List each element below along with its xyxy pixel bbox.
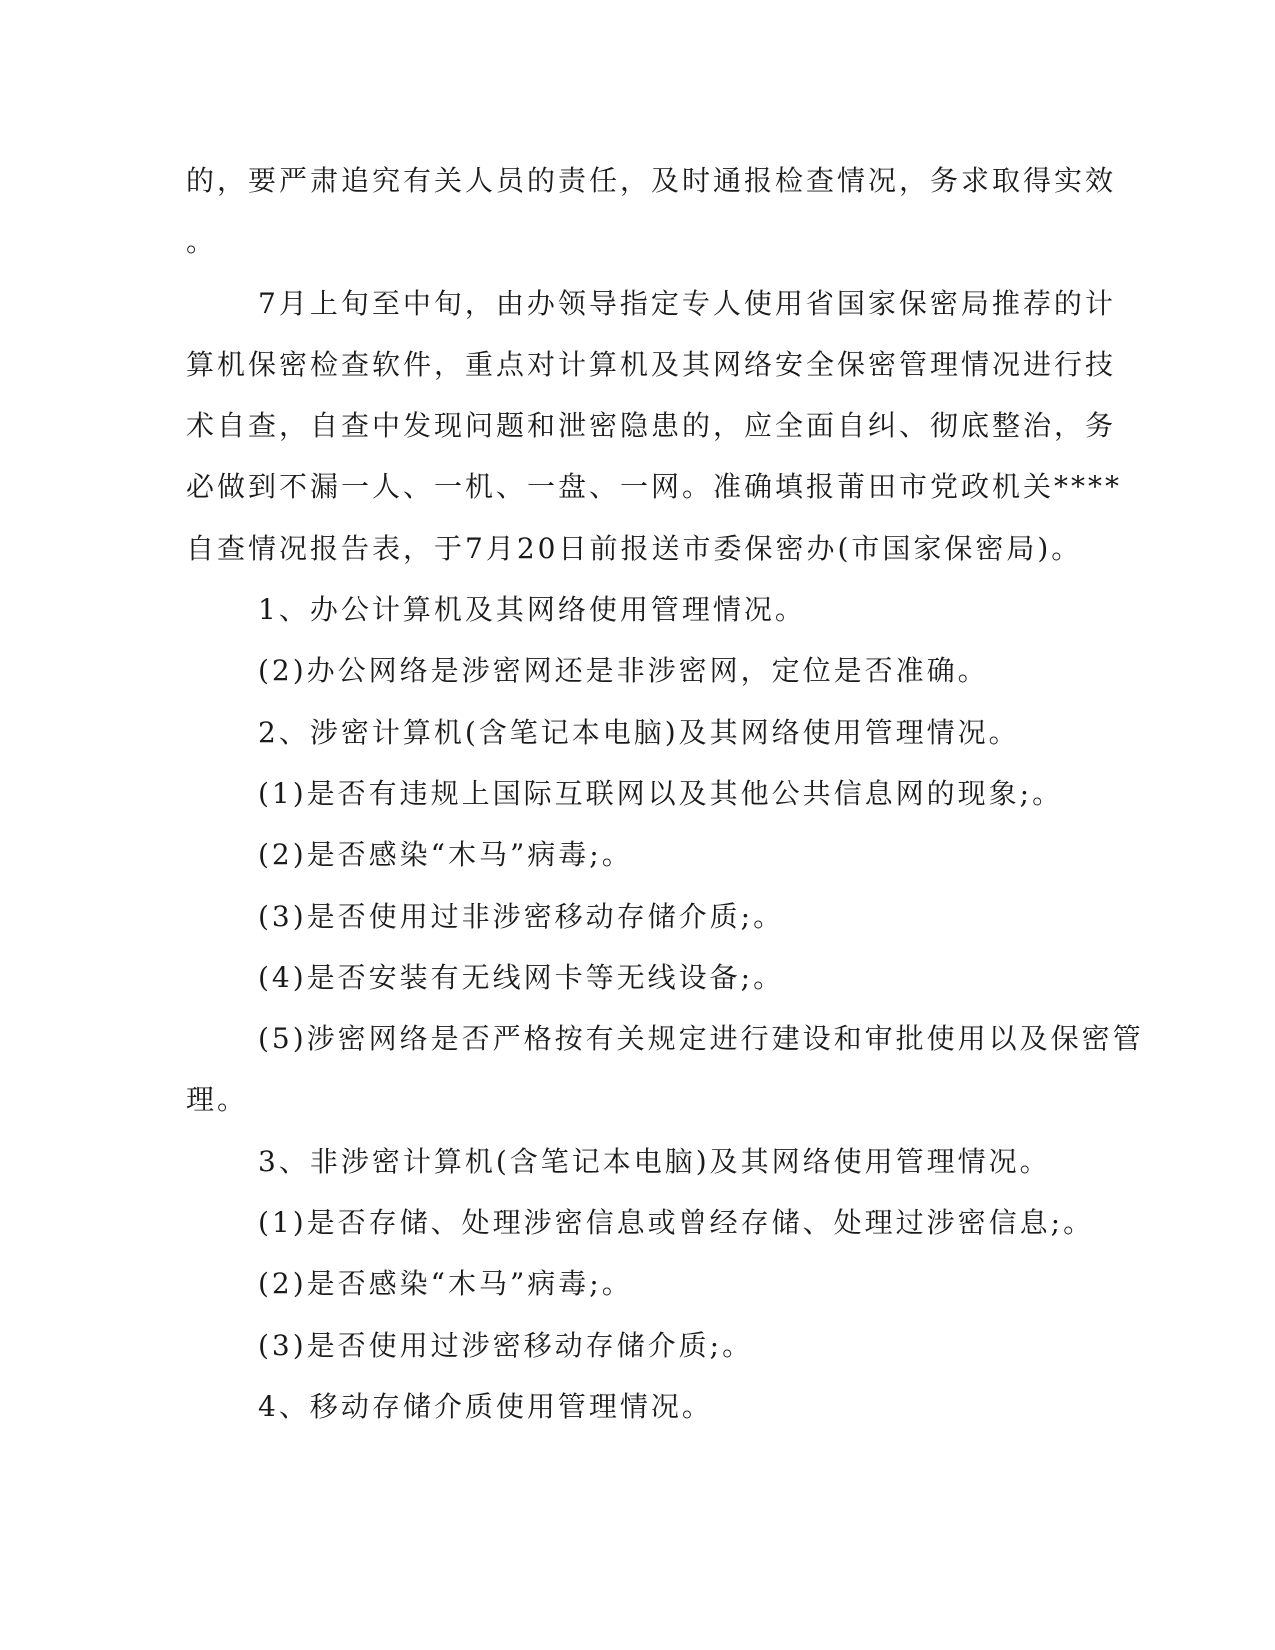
text-line: 算机保密检查软件，重点对计算机及其网络安全保密管理情况进行技: [186, 347, 1117, 381]
text-line: 4、移动存储介质使用管理情况。: [258, 1389, 713, 1423]
text-line: 3、非涉密计算机(含笔记本电脑)及其网络使用管理情况。: [258, 1144, 1051, 1178]
text-line: 术自查，自查中发现问题和泄密隐患的，应全面自纠、彻底整治，务: [186, 409, 1117, 443]
text-line: 的，要严肃追究有关人员的责任，及时通报检查情况，务求取得实效: [186, 164, 1117, 197]
text-line: 7月上旬至中旬，由办领导指定专人使用省国家保密局推荐的计: [258, 286, 1116, 320]
text-line: 。: [186, 225, 218, 259]
text-line: (5)涉密网络是否严格按有关规定进行建设和审批使用以及保密管: [258, 1022, 1144, 1056]
text-line: (3)是否使用过涉密移动存储介质;。: [258, 1328, 754, 1362]
text-line: 自查情况报告表，于7月20日前报送市委保密办(市国家保密局)。: [186, 531, 1083, 565]
text-line: 必做到不漏一人、一机、一盘、一网。准确填报莆田市党政机关****: [186, 470, 1123, 504]
text-line: (2)办公网络是涉密网还是非涉密网，定位是否准确。: [258, 654, 989, 688]
text-line: (3)是否使用过非涉密移动存储介质;。: [258, 899, 785, 933]
text-line: (4)是否安装有无线网卡等无线设备;。: [258, 960, 785, 994]
text-line: 2、涉密计算机(含笔记本电脑)及其网络使用管理情况。: [258, 715, 1020, 749]
text-line: (2)是否感染“木马”病毒;。: [258, 1267, 633, 1301]
text-line: (1)是否存储、处理涉密信息或曾经存储、处理过涉密信息;。: [258, 1206, 1095, 1240]
document-body: [186, 150, 1144, 1437]
text-line: 理。: [186, 1083, 249, 1117]
text-line: 1、办公计算机及其网络使用管理情况。: [258, 593, 806, 627]
text-line: (2)是否感染“木马”病毒;。: [258, 838, 633, 872]
text-line: (1)是否有违规上国际互联网以及其他公共信息网的现象;。: [258, 776, 1064, 810]
